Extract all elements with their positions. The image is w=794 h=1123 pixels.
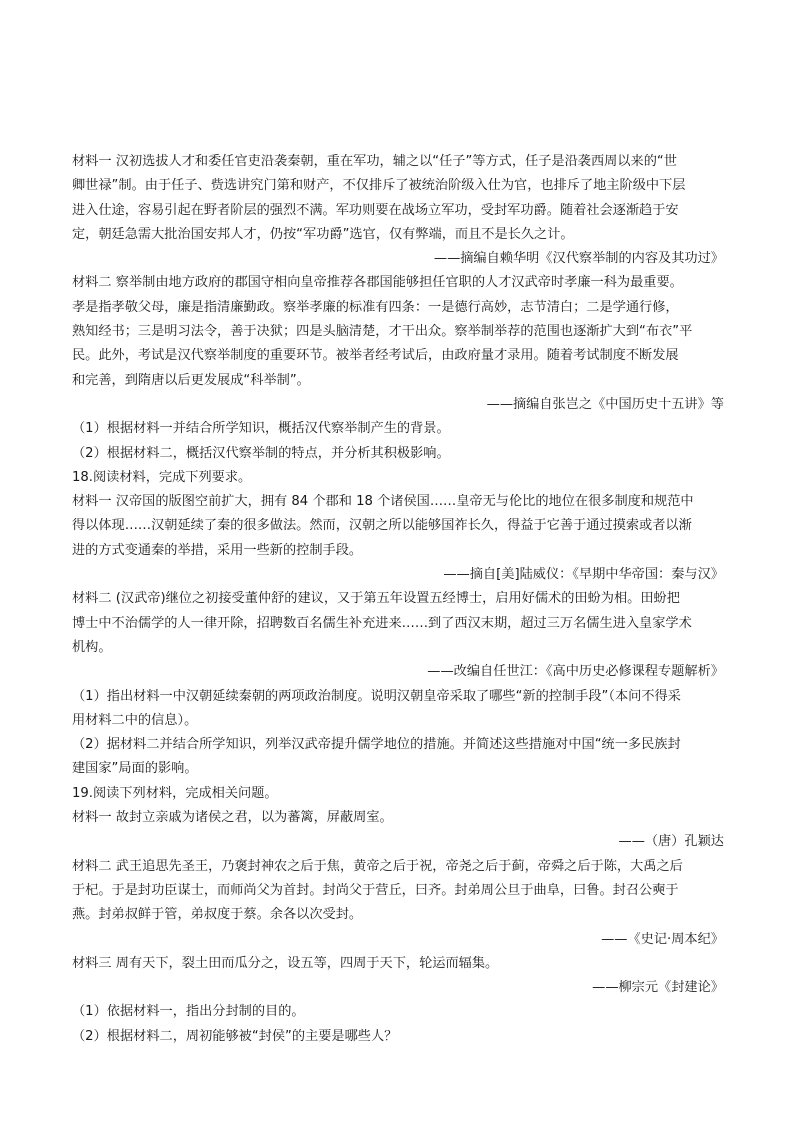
q19-header: 19.阅读下列材料，完成相关问题。 [72,785,278,801]
text-line: 燕。封弟叔鲜于管，弟叔度于蔡。余各以次受封。 [72,907,363,923]
text-line: 定，朝廷急需大批治国安邦人才，仍按“军功爵”选官，仅有弊端，而且不是长久之计。 [72,226,574,242]
q18-question-1-cont: 用材料二中的信息）。 [72,712,198,728]
text-line: 于杞。于是封功臣谋士，而师尚父为首封。封尚父于营丘，曰齐。封弟周公旦于曲阜，曰鲁。封召公奭于 [72,882,679,898]
text-line: 进的方式变通秦的举措，采用一些新的控制手段。 [72,542,363,558]
q19-material-1 [72,806,724,830]
text-line: 机构。 [72,639,112,655]
q17-question-1: （1）根据材料一并结合所学知识，概括汉代察举制产生的背景。 [72,421,450,437]
text-line: 得以体现……汉朝延续了秦的很多做法。然而，汉朝之所以能够国祚长久，得益于它善于通过摸索或者以渐 [72,518,692,534]
q19-material-2 [72,855,724,928]
q18-material-1 [72,490,724,563]
text-line: 材料一 汉初选拔人才和委任官吏沿袭秦朝，重在军功，辅之以“任子”等方式，任子是沿袭西周以来的“世 [72,154,677,169]
q18-question-2: （2）据材料二并结合所学知识，列举汉武帝提升儒学地位的措施。并简述这些措施对中国“统一多民族封 [72,737,681,753]
q18-question-1: （1）指出材料一中汉朝延续秦朝的两项政治制度。说明汉朝皇帝采取了哪些“新的控制手段”（本问不得采 [72,688,681,704]
q18-header: 18.阅读材料，完成下列要求。 [72,469,252,485]
q18-material-1-source: ——摘自[美]陆威仪：《早期中华帝国：秦与汉》 [443,567,724,583]
q19-material-2-source: ——《史记·周本纪》 [601,931,724,947]
q17-material-2-source: ——摘编自张岂之《中国历史十五讲》等 [486,396,724,412]
q19-material-3 [72,952,724,976]
q18-material-2-source: ——改编自任世江：《高中历史必修课程专题解析》 [427,664,724,680]
text-line: 材料二 (汉武帝)继位之初接受董仲舒的建议，又于第五年设置五经博士，启用好儒术的田蚡为相。田蚡把 [72,591,680,607]
document-body [72,150,724,1049]
q19-question-2: （2）根据材料二，周初能够被“封侯”的主要是哪些人？ [72,1028,398,1044]
text-line: 材料一 故封立亲戚为诸侯之君，以为蕃篱，屏蔽周室。 [72,810,393,826]
q19-question-1: （1）依据材料一，指出分封制的目的。 [72,1004,305,1020]
q17-question-2: （2）根据材料二，概括汉代察举制的特点，并分析其积极影响。 [72,445,450,461]
text-line: 材料二 察举制由地方政府的郡国守相向皇帝推荐各郡国能够担任官职的人才汉武帝时孝廉一科为最重要。 [72,275,683,291]
text-line: 进入仕途，容易引起在野者阶层的强烈不满。军功则要在战场立军功，受封军功爵。随着社会逐渐趋于安 [72,202,679,218]
q17-material-1 [72,150,724,247]
text-line: 材料二 武王追思先圣王，乃褒封神农之后于焦，黄帝之后于祝，帝尧之后于蓟，帝舜之后于陈，大禹之后 [72,858,683,874]
text-line: 材料三 周有天下，裂土田而瓜分之，设五等，四周于天下，轮运而辐集。 [72,955,499,971]
text-line: 熟知经书；三是明习法令，善于决狱；四是头脑清楚，才干出众。察举制举荐的范围也逐渐扩大到“布衣”平 [72,324,693,340]
q19-material-1-source: ——（唐）孔颖达 [618,834,724,850]
q17-material-2 [72,271,724,392]
text-line: 和完善，到隋唐以后更发展成“科举制”。 [72,372,310,388]
text-line: 材料一 汉帝国的版图空前扩大，拥有 84 个郡和 18 个诸侯国……皇帝无与伦比的地位在很多制度和规范中 [72,494,694,510]
text-line: 孝是指孝敬父母，廉是指清廉勤政。察举孝廉的标准有四条：一是德行高妙，志节清白；二是学通行修， [72,299,679,315]
q19-material-3-source: ——柳宗元《封建论》 [592,980,724,996]
q17-material-1-source: ——摘编自赖华明《汉代察举制的内容及其功过》 [433,251,724,267]
q18-question-2-cont: 建国家”局面的影响。 [72,761,198,777]
q18-material-2 [72,587,724,660]
text-line: 博士中不治儒学的人一律开除，招聘数百名儒生补充进来……到了西汉末期，超过三万名儒生进入皇家学术 [72,615,692,631]
text-line: 卿世禄”制。由于任子、赀选讲究门第和财产，不仅排斥了被统治阶级入仕为官，也排斥了地主阶级中下层 [72,178,686,194]
text-line: 民。此外，考试是汉代察举制度的重要环节。被举者经考试后，由政府量才录用。随着考试制度不断发展 [72,348,679,364]
